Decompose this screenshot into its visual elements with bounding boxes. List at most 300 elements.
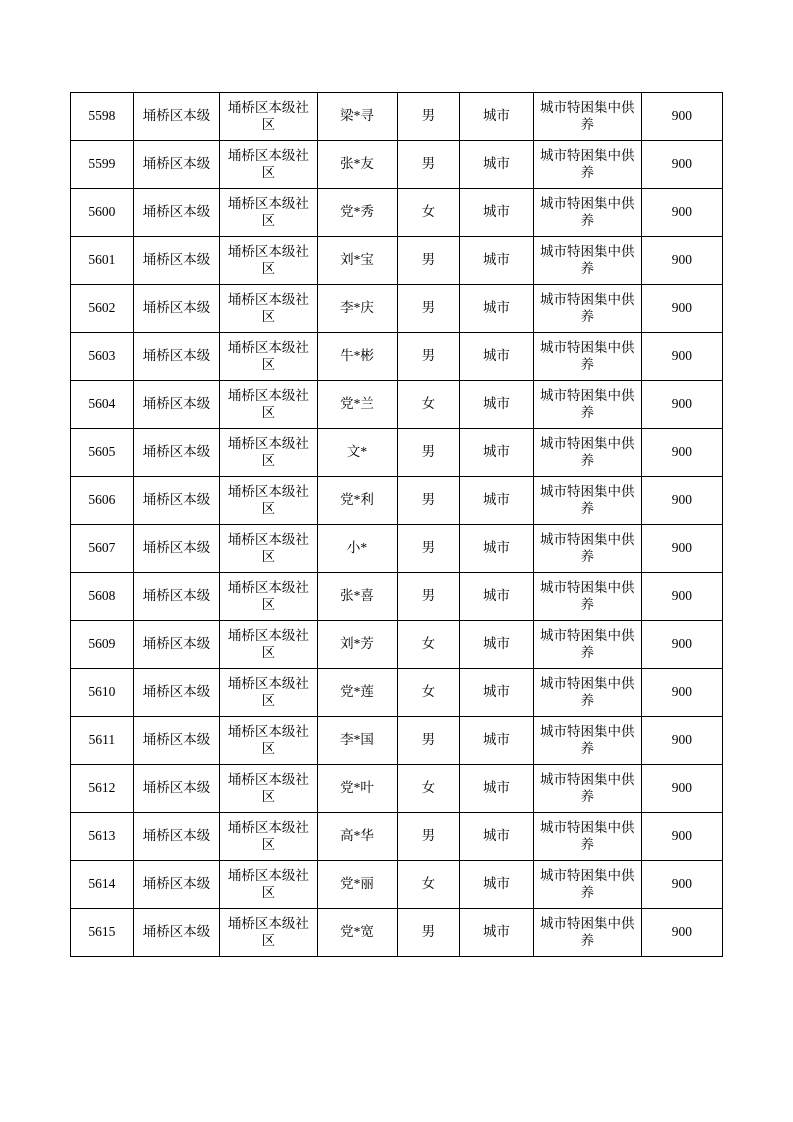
cell-category-text: 城市特困集中供养 xyxy=(540,771,635,804)
cell-gender-text: 男 xyxy=(421,828,436,844)
cell-community xyxy=(220,525,317,573)
cell-type xyxy=(460,525,534,573)
cell-name-text: 小* xyxy=(346,540,368,556)
cell-name-text: 党*叶 xyxy=(340,780,374,796)
cell-area xyxy=(133,237,220,285)
cell-community xyxy=(220,189,317,237)
cell-amount xyxy=(641,765,722,813)
cell-name xyxy=(317,717,397,765)
cell-area-text: 埇桥区本级 xyxy=(142,156,211,172)
cell-amount-text: 900 xyxy=(671,876,693,892)
cell-gender-text: 男 xyxy=(421,300,436,316)
cell-area-text: 埇桥区本级 xyxy=(142,588,211,604)
cell-sequence-text: 5609 xyxy=(88,636,116,652)
cell-type xyxy=(460,237,534,285)
cell-name-text: 李*国 xyxy=(340,732,374,748)
cell-type xyxy=(460,285,534,333)
cell-name xyxy=(317,573,397,621)
cell-area-text: 埇桥区本级 xyxy=(142,684,211,700)
cell-sequence xyxy=(71,285,134,333)
cell-amount-text: 900 xyxy=(671,396,693,412)
cell-amount-text: 900 xyxy=(671,300,693,316)
cell-sequence-text: 5606 xyxy=(88,492,116,508)
cell-amount-text: 900 xyxy=(671,924,693,940)
cell-community-text: 埇桥区本级社区 xyxy=(227,387,309,420)
cell-area xyxy=(133,285,220,333)
cell-amount-text: 900 xyxy=(671,684,693,700)
cell-amount-text: 900 xyxy=(671,156,693,172)
cell-name-text: 梁*寻 xyxy=(340,108,374,124)
cell-community xyxy=(220,621,317,669)
cell-area xyxy=(133,813,220,861)
cell-community-text: 埇桥区本级社区 xyxy=(227,195,309,228)
cell-type-text: 城市 xyxy=(482,492,510,508)
cell-name xyxy=(317,93,397,141)
cell-sequence xyxy=(71,765,134,813)
cell-gender xyxy=(397,909,460,957)
cell-gender-text: 男 xyxy=(421,252,436,268)
cell-area xyxy=(133,573,220,621)
cell-type-text: 城市 xyxy=(482,300,510,316)
cell-category xyxy=(533,237,641,285)
cell-type xyxy=(460,765,534,813)
cell-sequence-text: 5612 xyxy=(88,780,116,796)
table-row xyxy=(71,477,723,525)
cell-type xyxy=(460,429,534,477)
cell-name xyxy=(317,237,397,285)
cell-sequence-text: 5613 xyxy=(88,828,116,844)
cell-category xyxy=(533,861,641,909)
cell-type xyxy=(460,717,534,765)
table-row xyxy=(71,333,723,381)
cell-sequence-text: 5608 xyxy=(88,588,116,604)
cell-amount xyxy=(641,237,722,285)
cell-gender-text: 男 xyxy=(421,348,436,364)
cell-amount xyxy=(641,429,722,477)
cell-amount-text: 900 xyxy=(671,444,693,460)
cell-gender xyxy=(397,429,460,477)
cell-category-text: 城市特困集中供养 xyxy=(540,915,635,948)
cell-area-text: 埇桥区本级 xyxy=(142,300,211,316)
cell-category-text: 城市特困集中供养 xyxy=(540,723,635,756)
cell-gender xyxy=(397,477,460,525)
cell-community xyxy=(220,381,317,429)
cell-category-text: 城市特困集中供养 xyxy=(540,99,635,132)
cell-gender-text: 女 xyxy=(421,636,436,652)
cell-category-text: 城市特困集中供养 xyxy=(540,435,635,468)
cell-amount xyxy=(641,285,722,333)
cell-type xyxy=(460,621,534,669)
cell-community-text: 埇桥区本级社区 xyxy=(227,291,309,324)
cell-category-text: 城市特困集中供养 xyxy=(540,387,635,420)
cell-category-text: 城市特困集中供养 xyxy=(540,531,635,564)
cell-name-text: 党*兰 xyxy=(340,396,374,412)
cell-name-text: 张*友 xyxy=(340,156,374,172)
cell-gender xyxy=(397,861,460,909)
cell-category xyxy=(533,525,641,573)
cell-name xyxy=(317,909,397,957)
cell-category-text: 城市特困集中供养 xyxy=(540,147,635,180)
cell-sequence xyxy=(71,333,134,381)
cell-sequence-text: 5605 xyxy=(88,444,116,460)
cell-community xyxy=(220,141,317,189)
cell-type-text: 城市 xyxy=(482,828,510,844)
cell-amount xyxy=(641,189,722,237)
cell-gender xyxy=(397,285,460,333)
cell-gender xyxy=(397,813,460,861)
table-row xyxy=(71,909,723,957)
cell-sequence-text: 5600 xyxy=(88,204,116,220)
cell-type xyxy=(460,381,534,429)
cell-area xyxy=(133,765,220,813)
cell-community xyxy=(220,93,317,141)
cell-amount xyxy=(641,333,722,381)
cell-type-text: 城市 xyxy=(482,204,510,220)
cell-type-text: 城市 xyxy=(482,732,510,748)
cell-area xyxy=(133,429,220,477)
cell-amount-text: 900 xyxy=(671,492,693,508)
cell-type-text: 城市 xyxy=(482,396,510,412)
cell-sequence-text: 5611 xyxy=(88,732,116,748)
cell-community-text: 埇桥区本级社区 xyxy=(227,867,309,900)
cell-community-text: 埇桥区本级社区 xyxy=(227,339,309,372)
cell-gender-text: 女 xyxy=(421,876,436,892)
cell-category xyxy=(533,189,641,237)
cell-amount xyxy=(641,621,722,669)
cell-area-text: 埇桥区本级 xyxy=(142,876,211,892)
cell-community-text: 埇桥区本级社区 xyxy=(227,531,309,564)
cell-sequence xyxy=(71,717,134,765)
cell-sequence xyxy=(71,525,134,573)
cell-type-text: 城市 xyxy=(482,108,510,124)
cell-name-text: 党*丽 xyxy=(340,876,374,892)
cell-area-text: 埇桥区本级 xyxy=(142,828,211,844)
cell-sequence xyxy=(71,237,134,285)
table-row xyxy=(71,285,723,333)
cell-community-text: 埇桥区本级社区 xyxy=(227,723,309,756)
cell-type xyxy=(460,861,534,909)
cell-type xyxy=(460,813,534,861)
table-body xyxy=(71,93,723,957)
cell-type-text: 城市 xyxy=(482,444,510,460)
cell-community xyxy=(220,429,317,477)
cell-community-text: 埇桥区本级社区 xyxy=(227,435,309,468)
cell-community-text: 埇桥区本级社区 xyxy=(227,675,309,708)
cell-sequence xyxy=(71,381,134,429)
cell-name xyxy=(317,765,397,813)
cell-name-text: 党*莲 xyxy=(340,684,374,700)
cell-area xyxy=(133,189,220,237)
cell-sequence xyxy=(71,573,134,621)
cell-community-text: 埇桥区本级社区 xyxy=(227,99,309,132)
cell-area xyxy=(133,621,220,669)
cell-type xyxy=(460,909,534,957)
assistance-recipients-table xyxy=(70,92,723,957)
table-row xyxy=(71,717,723,765)
cell-gender xyxy=(397,237,460,285)
cell-type-text: 城市 xyxy=(482,684,510,700)
cell-sequence xyxy=(71,813,134,861)
cell-amount-text: 900 xyxy=(671,732,693,748)
cell-sequence-text: 5598 xyxy=(88,108,116,124)
table-row xyxy=(71,189,723,237)
cell-community-text: 埇桥区本级社区 xyxy=(227,627,309,660)
cell-area-text: 埇桥区本级 xyxy=(142,732,211,748)
cell-area xyxy=(133,525,220,573)
cell-category-text: 城市特困集中供养 xyxy=(540,819,635,852)
cell-category xyxy=(533,93,641,141)
cell-community-text: 埇桥区本级社区 xyxy=(227,819,309,852)
cell-amount xyxy=(641,525,722,573)
table-row xyxy=(71,765,723,813)
cell-category xyxy=(533,381,641,429)
cell-area xyxy=(133,477,220,525)
table-row xyxy=(71,525,723,573)
cell-name xyxy=(317,285,397,333)
table-row xyxy=(71,861,723,909)
cell-type-text: 城市 xyxy=(482,252,510,268)
cell-community xyxy=(220,669,317,717)
cell-type-text: 城市 xyxy=(482,876,510,892)
cell-name xyxy=(317,861,397,909)
table-row xyxy=(71,669,723,717)
cell-amount xyxy=(641,813,722,861)
cell-category xyxy=(533,813,641,861)
cell-category xyxy=(533,573,641,621)
cell-gender-text: 男 xyxy=(421,108,436,124)
cell-gender-text: 男 xyxy=(421,492,436,508)
cell-type-text: 城市 xyxy=(482,540,510,556)
cell-gender-text: 男 xyxy=(421,588,436,604)
cell-sequence xyxy=(71,429,134,477)
cell-sequence-text: 5604 xyxy=(88,396,116,412)
cell-area xyxy=(133,909,220,957)
cell-category xyxy=(533,429,641,477)
cell-amount-text: 900 xyxy=(671,588,693,604)
cell-community xyxy=(220,717,317,765)
cell-area-text: 埇桥区本级 xyxy=(142,108,211,124)
cell-name xyxy=(317,141,397,189)
cell-amount-text: 900 xyxy=(671,252,693,268)
cell-sequence xyxy=(71,861,134,909)
cell-sequence xyxy=(71,621,134,669)
cell-gender-text: 男 xyxy=(421,924,436,940)
cell-category xyxy=(533,669,641,717)
cell-sequence xyxy=(71,93,134,141)
cell-gender-text: 女 xyxy=(421,684,436,700)
cell-type-text: 城市 xyxy=(482,588,510,604)
cell-gender xyxy=(397,381,460,429)
cell-gender xyxy=(397,765,460,813)
cell-gender-text: 女 xyxy=(421,204,436,220)
cell-amount-text: 900 xyxy=(671,780,693,796)
cell-gender-text: 男 xyxy=(421,540,436,556)
cell-amount xyxy=(641,93,722,141)
cell-name xyxy=(317,477,397,525)
cell-area-text: 埇桥区本级 xyxy=(142,396,211,412)
cell-name-text: 刘*芳 xyxy=(340,636,374,652)
cell-amount-text: 900 xyxy=(671,348,693,364)
cell-name-text: 党*利 xyxy=(340,492,374,508)
cell-community-text: 埇桥区本级社区 xyxy=(227,771,309,804)
cell-category xyxy=(533,765,641,813)
cell-name-text: 文* xyxy=(346,444,368,460)
cell-category-text: 城市特困集中供养 xyxy=(540,627,635,660)
cell-area-text: 埇桥区本级 xyxy=(142,924,211,940)
cell-community xyxy=(220,333,317,381)
cell-gender xyxy=(397,717,460,765)
cell-gender-text: 男 xyxy=(421,444,436,460)
cell-area xyxy=(133,669,220,717)
cell-name xyxy=(317,189,397,237)
cell-category-text: 城市特困集中供养 xyxy=(540,291,635,324)
cell-sequence-text: 5599 xyxy=(88,156,116,172)
cell-category xyxy=(533,909,641,957)
cell-type-text: 城市 xyxy=(482,924,510,940)
cell-community xyxy=(220,573,317,621)
cell-name-text: 高*华 xyxy=(340,828,374,844)
cell-name xyxy=(317,333,397,381)
cell-gender xyxy=(397,93,460,141)
cell-name-text: 李*庆 xyxy=(340,300,374,316)
cell-type-text: 城市 xyxy=(482,780,510,796)
cell-area xyxy=(133,717,220,765)
cell-community xyxy=(220,909,317,957)
cell-community-text: 埇桥区本级社区 xyxy=(227,147,309,180)
cell-area xyxy=(133,861,220,909)
cell-name-text: 党*秀 xyxy=(340,204,374,220)
cell-area-text: 埇桥区本级 xyxy=(142,540,211,556)
cell-gender xyxy=(397,669,460,717)
cell-name xyxy=(317,429,397,477)
cell-sequence xyxy=(71,477,134,525)
cell-category-text: 城市特困集中供养 xyxy=(540,867,635,900)
cell-category-text: 城市特困集中供养 xyxy=(540,243,635,276)
cell-area xyxy=(133,93,220,141)
cell-type-text: 城市 xyxy=(482,636,510,652)
table-row xyxy=(71,813,723,861)
cell-sequence xyxy=(71,189,134,237)
cell-area xyxy=(133,333,220,381)
cell-community xyxy=(220,765,317,813)
cell-sequence-text: 5615 xyxy=(88,924,116,940)
cell-name xyxy=(317,621,397,669)
cell-community-text: 埇桥区本级社区 xyxy=(227,483,309,516)
cell-community xyxy=(220,237,317,285)
table-row xyxy=(71,381,723,429)
cell-gender xyxy=(397,333,460,381)
cell-area-text: 埇桥区本级 xyxy=(142,252,211,268)
cell-amount-text: 900 xyxy=(671,108,693,124)
cell-sequence-text: 5602 xyxy=(88,300,116,316)
cell-community xyxy=(220,861,317,909)
cell-amount xyxy=(641,861,722,909)
cell-amount-text: 900 xyxy=(671,540,693,556)
cell-area xyxy=(133,381,220,429)
cell-amount xyxy=(641,717,722,765)
cell-amount-text: 900 xyxy=(671,204,693,220)
cell-area-text: 埇桥区本级 xyxy=(142,780,211,796)
cell-name xyxy=(317,813,397,861)
cell-area-text: 埇桥区本级 xyxy=(142,204,211,220)
cell-gender xyxy=(397,621,460,669)
cell-community-text: 埇桥区本级社区 xyxy=(227,915,309,948)
cell-sequence-text: 5603 xyxy=(88,348,116,364)
cell-name xyxy=(317,381,397,429)
cell-gender xyxy=(397,573,460,621)
cell-community xyxy=(220,813,317,861)
table-row xyxy=(71,237,723,285)
cell-gender xyxy=(397,141,460,189)
cell-community-text: 埇桥区本级社区 xyxy=(227,579,309,612)
cell-gender xyxy=(397,525,460,573)
cell-category xyxy=(533,141,641,189)
cell-name-text: 刘*宝 xyxy=(340,252,374,268)
cell-community xyxy=(220,477,317,525)
cell-sequence-text: 5610 xyxy=(88,684,116,700)
cell-type xyxy=(460,189,534,237)
cell-amount xyxy=(641,909,722,957)
cell-category-text: 城市特困集中供养 xyxy=(540,339,635,372)
table-row xyxy=(71,141,723,189)
cell-sequence-text: 5601 xyxy=(88,252,116,268)
cell-sequence xyxy=(71,909,134,957)
cell-type xyxy=(460,141,534,189)
cell-community xyxy=(220,285,317,333)
cell-category-text: 城市特困集中供养 xyxy=(540,483,635,516)
cell-sequence xyxy=(71,141,134,189)
cell-type-text: 城市 xyxy=(482,348,510,364)
cell-name xyxy=(317,669,397,717)
cell-type xyxy=(460,333,534,381)
cell-gender-text: 男 xyxy=(421,732,436,748)
cell-category-text: 城市特困集中供养 xyxy=(540,579,635,612)
cell-amount-text: 900 xyxy=(671,636,693,652)
cell-gender-text: 女 xyxy=(421,396,436,412)
cell-amount xyxy=(641,573,722,621)
cell-amount xyxy=(641,381,722,429)
cell-name-text: 牛*彬 xyxy=(340,348,374,364)
cell-category xyxy=(533,333,641,381)
cell-type xyxy=(460,93,534,141)
cell-category xyxy=(533,285,641,333)
cell-area-text: 埇桥区本级 xyxy=(142,444,211,460)
cell-type xyxy=(460,573,534,621)
cell-category xyxy=(533,621,641,669)
cell-sequence-text: 5607 xyxy=(88,540,116,556)
cell-sequence-text: 5614 xyxy=(88,876,116,892)
cell-category-text: 城市特困集中供养 xyxy=(540,195,635,228)
cell-category xyxy=(533,477,641,525)
table-row xyxy=(71,573,723,621)
cell-area-text: 埇桥区本级 xyxy=(142,348,211,364)
cell-type-text: 城市 xyxy=(482,156,510,172)
table-row xyxy=(71,93,723,141)
cell-amount xyxy=(641,141,722,189)
cell-gender xyxy=(397,189,460,237)
cell-amount xyxy=(641,477,722,525)
cell-name-text: 张*喜 xyxy=(340,588,374,604)
cell-gender-text: 女 xyxy=(421,780,436,796)
table-row xyxy=(71,429,723,477)
cell-name xyxy=(317,525,397,573)
cell-sequence xyxy=(71,669,134,717)
cell-area xyxy=(133,141,220,189)
cell-name-text: 党*宽 xyxy=(340,924,374,940)
cell-gender-text: 男 xyxy=(421,156,436,172)
cell-area-text: 埇桥区本级 xyxy=(142,492,211,508)
cell-area-text: 埇桥区本级 xyxy=(142,636,211,652)
